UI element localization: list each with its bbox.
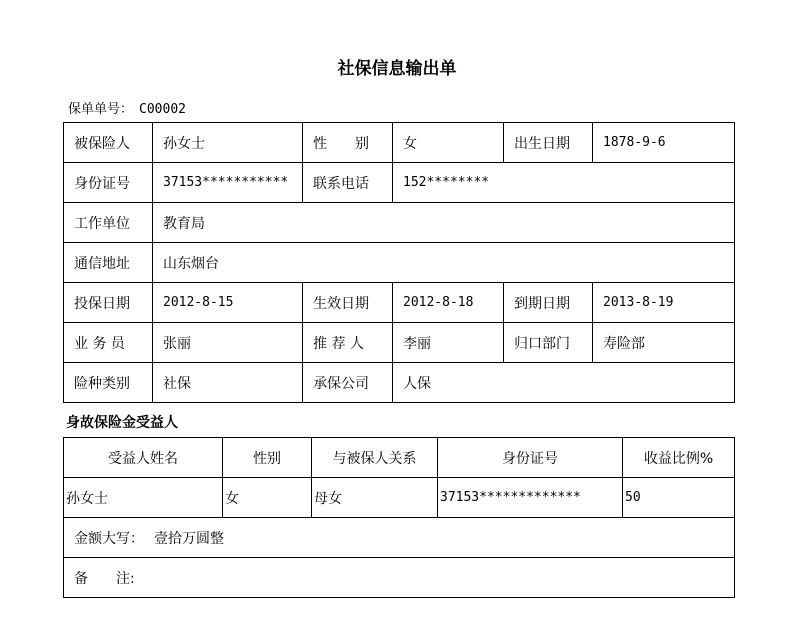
amount-cell — [64, 518, 735, 558]
policy-number-value: C00002 — [139, 102, 186, 117]
workplace-label: 工作单位 — [64, 203, 153, 243]
amount-value: 壹拾万圆整 — [154, 530, 224, 547]
insured-label: 被保险人 — [64, 123, 153, 163]
agent-value: 张丽 — [153, 323, 303, 363]
agent-label: 业 务 员 — [64, 323, 153, 363]
remark-label: 备 注: — [74, 570, 135, 587]
remark-cell — [64, 558, 735, 598]
table-row — [64, 163, 735, 203]
header-name: 受益人姓名 — [64, 438, 223, 478]
gender-label: 性 别 — [303, 123, 393, 163]
expire-date-value: 2013-8-19 — [593, 283, 735, 323]
type-label: 险种类别 — [64, 363, 153, 403]
company-label: 承保公司 — [303, 363, 393, 403]
referrer-label: 推 荐 人 — [303, 323, 393, 363]
address-label: 通信地址 — [64, 243, 153, 283]
phone-label: 联系电话 — [303, 163, 393, 203]
effective-date-label: 生效日期 — [303, 283, 393, 323]
id-value: 37153*********** — [153, 163, 303, 203]
beneficiary-table — [63, 437, 735, 598]
referrer-value: 李丽 — [393, 323, 504, 363]
expire-date-label: 到期日期 — [504, 283, 593, 323]
beneficiary-ratio: 50 — [623, 478, 735, 518]
policy-number-label: 保单单号： — [68, 102, 134, 117]
insured-value: 孙女士 — [153, 123, 303, 163]
table-row — [64, 363, 735, 403]
policy-number — [68, 100, 186, 120]
department-value: 寿险部 — [593, 323, 735, 363]
apply-date-label: 投保日期 — [64, 283, 153, 323]
amount-label: 金额大写： — [74, 530, 144, 547]
table-row — [64, 283, 735, 323]
birth-value: 1878-9-6 — [593, 123, 735, 163]
header-ratio: 收益比例% — [623, 438, 735, 478]
department-label: 归口部门 — [504, 323, 593, 363]
table-row — [64, 478, 735, 518]
phone-value: 152******** — [393, 163, 735, 203]
apply-date-value: 2012-8-15 — [153, 283, 303, 323]
address-value: 山东烟台 — [153, 243, 735, 283]
beneficiary-id: 37153************* — [438, 478, 623, 518]
table-row — [64, 558, 735, 598]
table-row — [64, 518, 735, 558]
birth-label: 出生日期 — [504, 123, 593, 163]
effective-date-value: 2012-8-18 — [393, 283, 504, 323]
beneficiary-name: 孙女士 — [64, 478, 223, 518]
header-id: 身份证号 — [438, 438, 623, 478]
table-row — [64, 203, 735, 243]
insured-info-table — [63, 122, 735, 403]
header-gender: 性别 — [223, 438, 312, 478]
company-value: 人保 — [393, 363, 735, 403]
beneficiary-relation: 母女 — [312, 478, 438, 518]
table-row — [64, 243, 735, 283]
id-label: 身份证号 — [64, 163, 153, 203]
header-relation: 与被保人关系 — [312, 438, 438, 478]
type-value: 社保 — [153, 363, 303, 403]
table-header-row — [64, 438, 735, 478]
beneficiary-gender: 女 — [223, 478, 312, 518]
workplace-value: 教育局 — [153, 203, 735, 243]
beneficiary-heading: 身故保险金受益人 — [66, 415, 178, 431]
table-row — [64, 123, 735, 163]
table-row — [64, 323, 735, 363]
form-title: 社保信息输出单 — [337, 59, 457, 79]
gender-value: 女 — [393, 123, 504, 163]
